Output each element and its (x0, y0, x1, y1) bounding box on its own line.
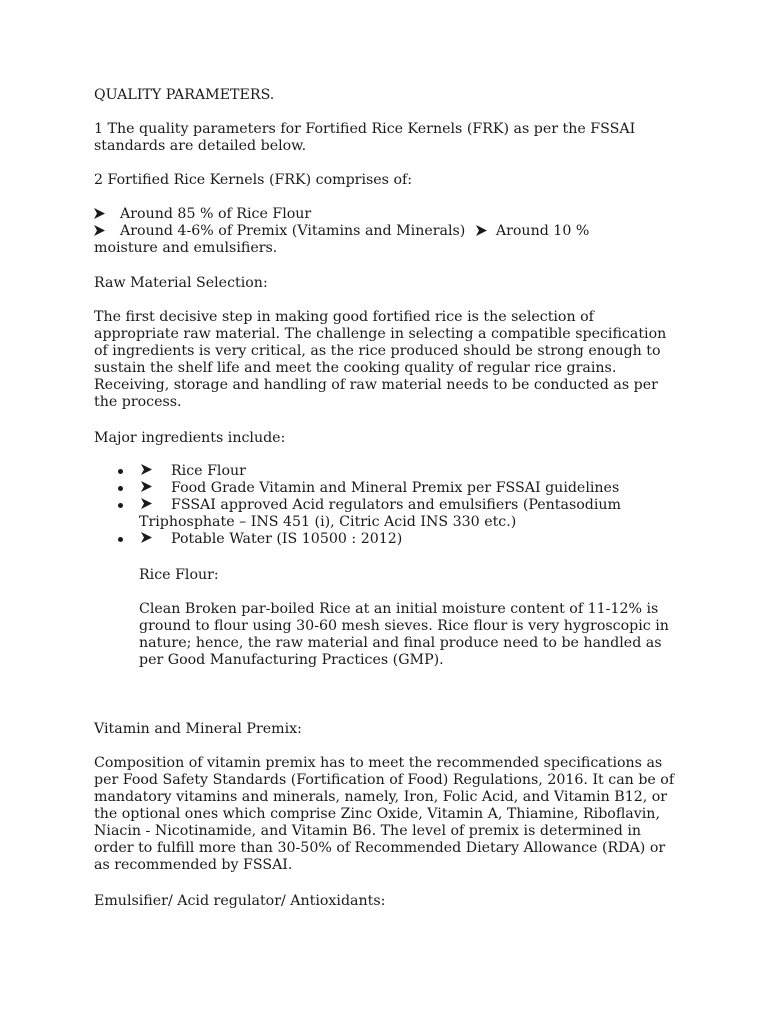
ingredient-text: Potable Water (IS 10500 : 2012) (171, 531, 403, 547)
ingredient-list-item (118, 497, 680, 531)
paragraph-vitamin-premix: Composition of vitamin premix has to meet the recommended specifications as per Food Safety Standards (Fortification of Food) Regulations, 2016. It can be of mandatory vitamins and minerals, namely, Iron, Folic Acid, and Vitamin B12, or the optional ones which comprise Zinc Oxide, Vitamin A, Thiamine, Riboflavin, Niacin - Nicotinamide, and Vitamin B6. The level of premix is determined in order to fulfill more than 30-50% of Recommended Dietary Allowance (RDA) or as recommended by FSSAI. (94, 755, 675, 873)
arrow-bullet-icon (94, 206, 120, 223)
ingredient-list-item (118, 531, 680, 548)
ingredient-text: Food Grade Vitamin and Mineral Premix per FSSAI guidelines (171, 480, 620, 496)
arrow-bullet-icon (476, 223, 496, 240)
section-heading-quality-parameters: QUALITY PARAMETERS. (94, 87, 275, 103)
ingredient-list-item (118, 480, 680, 497)
ingredient-list-item (118, 463, 680, 480)
ingredient-text: FSSAI approved Acid regulators and emulsifiers (Pentasodium (171, 497, 622, 513)
ingredient-text: Rice Flour (171, 463, 246, 479)
section-heading-rice-flour: Rice Flour: (139, 567, 219, 583)
ingredient-text-continued: Triphosphate – INS 451 (i), Citric Acid INS 330 etc.) (139, 514, 517, 530)
arrow-bullet-icon (94, 223, 120, 240)
section-heading-major-ingredients: Major ingredients include: (94, 430, 286, 446)
arrow-bullet-icon (141, 480, 152, 497)
composition-item-premix (94, 223, 680, 240)
arrow-bullet-icon (141, 463, 152, 480)
composition-item-moisture-continued: moisture and emulsifiers. (94, 240, 278, 256)
section-heading-emulsifier: Emulsifier/ Acid regulator/ Antioxidants: (94, 893, 386, 909)
paragraph-rice-flour: Clean Broken par-boiled Rice at an initial moisture content of 11-12% is ground to flour using 30-60 mesh sieves. Rice flour is very hygroscopic in nature; hence, the raw material and final produce need to be handled as per Good Manufacturing Practices (GMP). (139, 601, 669, 668)
paragraph-quality-standards: 1 The quality parameters for Fortified Rice Kernels (FRK) as per the FSSAI standards are detailed below. (94, 121, 636, 154)
arrow-bullet-icon (141, 497, 152, 514)
composition-item-text: Around 10 % (495, 223, 590, 239)
composition-item-text: Around 4-6% of Premix (Vitamins and Minerals) (120, 223, 466, 239)
section-heading-raw-material: Raw Material Selection: (94, 275, 268, 291)
paragraph-raw-material: The first decisive step in making good fortified rice is the selection of appropriate raw material. The challenge in selecting a compatible specification of ingredients is very critical, as the rice produced should be strong enough to sustain the shelf life and meet the cooking quality of regular rice grains. Receiving, storage and handling of raw material needs to be conducted as per the process. (94, 309, 667, 410)
paragraph-frk-composition: 2 Fortified Rice Kernels (FRK) comprises of: (94, 172, 413, 188)
section-heading-vitamin-premix: Vitamin and Mineral Premix: (94, 721, 302, 737)
arrow-bullet-icon (141, 531, 152, 548)
composition-item-text: Around 85 % of Rice Flour (120, 206, 312, 222)
composition-item-rice-flour (94, 206, 680, 223)
